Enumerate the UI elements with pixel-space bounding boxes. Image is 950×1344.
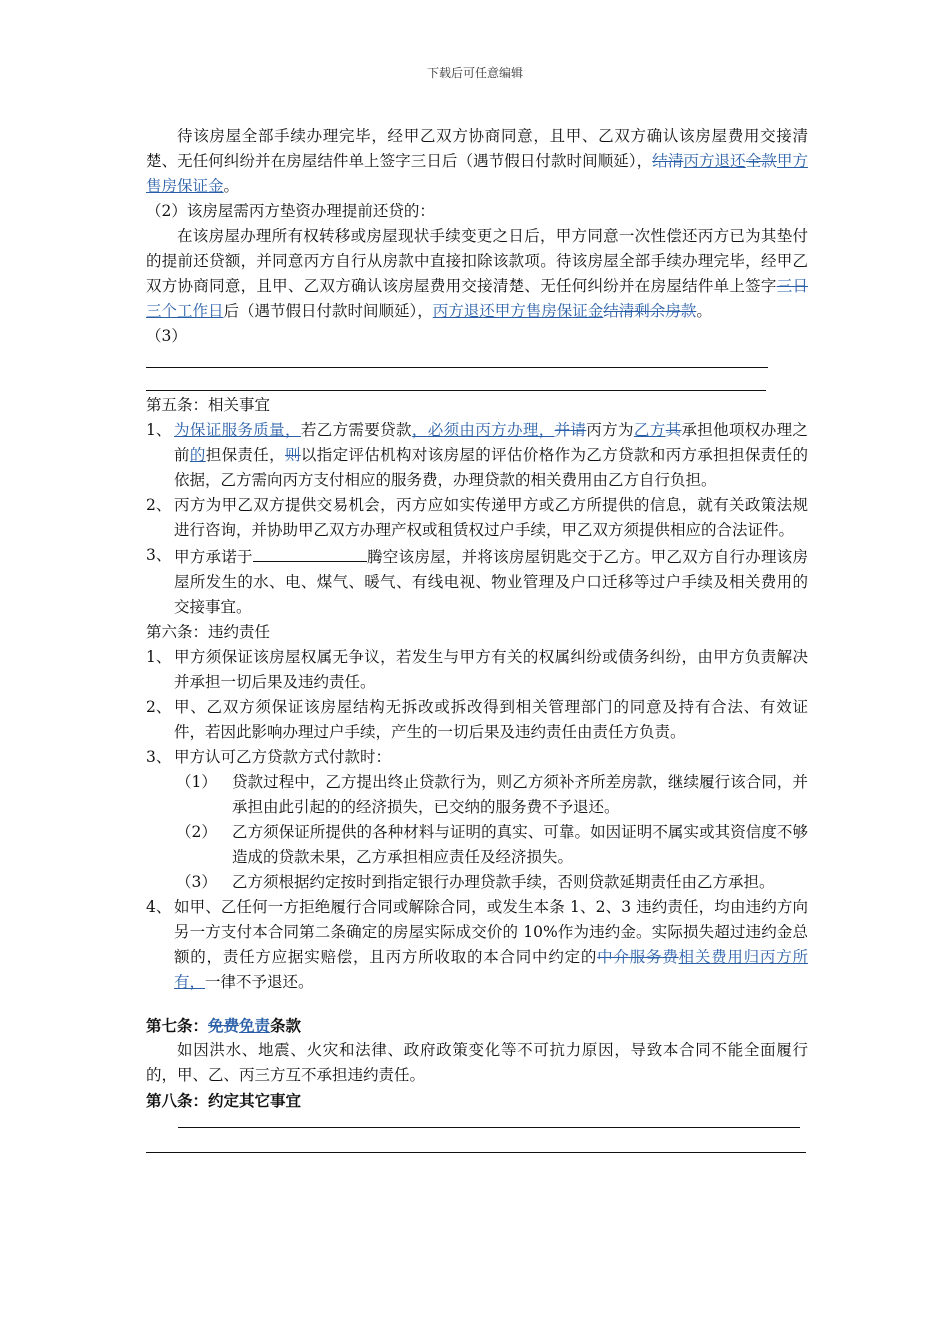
inserted-text: 为保证服务质量，	[174, 421, 301, 439]
article-5-item-2: 2、 丙方为甲乙双方提供交易机会，丙方应如实传递甲方或乙方所提供的信息，就有关政策法规进行咨询，并协助甲乙双方办理产权或租赁权过户手续，甲乙双方须提供相应的合法证件。	[146, 496, 808, 539]
page-header: 下载后可任意编辑	[426, 66, 523, 80]
subsection-label-3: （3）	[146, 327, 187, 345]
article-6-item-4: 4、 如甲、乙任何一方拒绝履行合同或解除合同，或发生本条 1、2、3 违约责任，均由违约方向另一方支付本合同第二条确定的房屋实际成交价的 10%作为违约金。实际损失超过违约金总额的，责任方应据实赔偿，且丙方所收取的本合同中约定的中介服务费相关费用归丙方所有，一律不予退还。	[146, 898, 808, 991]
inserted-text: 的	[189, 446, 206, 464]
subsection-3	[146, 324, 808, 376]
article-6-item-2: 2、 甲、乙双方须保证该房屋结构无拆改或拆改得到相关管理部门的同意及持有合法、有效证件，若因此影响办理过户手续，产生的一切后果及违约责任由责任方负责。	[146, 698, 808, 741]
fill-blank-line[interactable]	[178, 1113, 800, 1128]
date-blank[interactable]	[253, 543, 367, 562]
subsection-heading-2: （2）该房屋需丙方垫资办理提前还贷的：	[146, 202, 435, 220]
article-5-item-3: 3、 甲方承诺于 腾空该房屋，并将该房屋钥匙交于乙方。甲乙双方自行办理该房屋所发生的水、电、煤气、暖气、有线电视、物业管理及户口迁移等过户手续及相关费用的交接事宜。	[146, 543, 808, 620]
article-5-title: 第五条：相关事宜	[146, 396, 271, 414]
inserted-text: 甲方售房保证金	[146, 152, 808, 195]
fill-blank-line[interactable]	[146, 1138, 806, 1153]
inserted-text: 丙方退还甲方售房保证金	[432, 302, 604, 320]
paragraph-prepayment: 在该房屋办理所有权转移或房屋现状手续变更之日后，甲方同意一次性偿还丙方已为其垫付的提前还贷额，并同意丙方自行从房款中直接扣除该款项。待该房屋全部手续办理完毕，经甲乙双方协商同意，且甲、乙双方确认该房屋费用交接清楚、无任何纠纷并在房屋结件单上签字三日三个工作日后（遇节假日付款时间顺延），丙方退还甲方售房保证金结清剩余房款。	[146, 227, 808, 320]
deleted-text: 结清	[652, 152, 684, 170]
fill-blank-line[interactable]	[146, 376, 766, 391]
article-6-subitem-1: （1） 贷款过程中，乙方提出终止贷款行为，则乙方须补齐所差房款，继续履行该合同，并承担由此引起的的经济损失，已交纳的服务费不予退还。	[176, 773, 808, 816]
paragraph-deposit-refund: 待该房屋全部手续办理完毕，经甲乙双方协商同意，且甲、乙双方确认该房屋费用交接清楚、无任何纠纷并在房屋结件单上签字三日后（遇节假日付款时间顺延），结清丙方退还全款甲方售房保证金。	[146, 127, 808, 195]
deleted-text: 并请	[554, 421, 587, 439]
fill-blank[interactable]	[146, 349, 768, 368]
article-6-title: 第六条：违约责任	[146, 623, 271, 641]
deleted-text: 免费	[208, 1016, 240, 1035]
deleted-text: 其	[665, 421, 682, 439]
inserted-text: 丙方退还	[683, 152, 746, 170]
document-body	[146, 124, 808, 1153]
inserted-text: 相关费用归丙方所有，	[174, 948, 808, 991]
article-6-subitem-3: （3） 乙方须根据约定按时到指定银行办理贷款手续，否则贷款延期责任由乙方承担。	[176, 873, 775, 891]
article-7-title: 第七条：免费免责条款	[146, 1016, 302, 1035]
deleted-text: 结清剩余房款	[603, 302, 697, 320]
article-6-subitem-2: （2） 乙方须保证所提供的各种材料与证明的真实、可靠。如因证明不属实或其资信度不够造成的贷款未果，乙方承担相应责任及经济损失。	[176, 823, 808, 866]
article-6-item-1: 1、 甲方须保证该房屋权属无争议，若发生与甲方有关的权属纠纷或债务纠纷，由甲方负责解决并承担一切后果及违约责任。	[146, 648, 808, 691]
deleted-text: 则	[285, 446, 301, 464]
deleted-text: 三日	[776, 277, 808, 295]
inserted-text: 免责	[239, 1016, 271, 1035]
inserted-text: 乙方	[633, 421, 666, 439]
inserted-text: 三个工作日	[146, 302, 224, 320]
article-5-item-1: 1、 为保证服务质量，若乙方需要贷款，必须由丙方办理，并请丙方为乙方其承担他项权办理之前的担保责任，则以指定评估机构对该房屋的评估价格作为乙方贷款和丙方承担担保责任的依据，乙方需向丙方支付相应的服务费，办理贷款的相关费用由乙方自行负担。	[146, 421, 808, 489]
article-7-text: 如因洪水、地震、火灾和法律、政府政策变化等不可抗力原因，导致本合同不能全面履行的，甲、乙、丙三方互不承担违约责任。	[146, 1041, 808, 1084]
deleted-text: 全款	[745, 152, 777, 170]
deleted-text: 中介服务费	[597, 948, 679, 966]
article-8-title: 第八条：约定其它事宜	[146, 1091, 302, 1110]
article-6-item-3: 3、 甲方认可乙方贷款方式付款时：	[146, 748, 392, 766]
inserted-text: ，必须由丙方办理，	[411, 421, 555, 439]
